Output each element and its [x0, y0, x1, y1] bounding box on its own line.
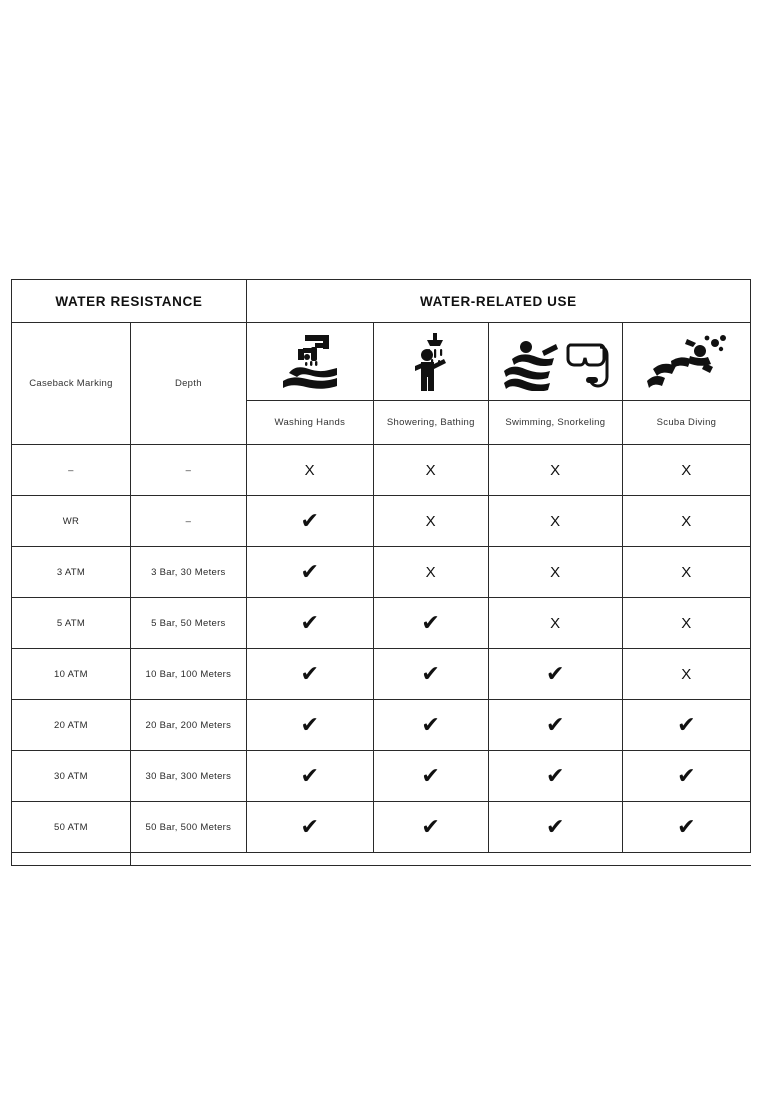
cell-marking: – [12, 445, 131, 496]
cell-showering [373, 802, 488, 853]
icon-cell-scuba [622, 323, 750, 401]
column-label-scuba: Scuba Diving [622, 401, 750, 445]
mark-cross: X [681, 461, 692, 479]
cell-swimming [488, 700, 622, 751]
cell-depth: 30 Bar, 300 Meters [130, 751, 246, 802]
cell-scuba [622, 700, 750, 751]
table-icon-row [12, 323, 751, 401]
mark-cross: X [681, 563, 692, 581]
cell-showering [373, 700, 488, 751]
cell-depth: 50 Bar, 500 Meters [130, 802, 246, 853]
cell-showering [373, 547, 488, 598]
cell-depth: – [130, 445, 246, 496]
cell-washing [246, 649, 373, 700]
cell-washing [246, 751, 373, 802]
column-label-showering: Showering, Bathing [373, 401, 488, 445]
mark-cross: X [681, 665, 692, 683]
mark-check: ✔ [545, 815, 565, 840]
mark-check: ✔ [300, 509, 320, 534]
mark-check: ✔ [300, 815, 320, 840]
header-water-resistance: WATER RESISTANCE [12, 280, 247, 323]
cell-marking: 50 ATM [12, 802, 131, 853]
mark-check: ✔ [300, 764, 320, 789]
mark-check: ✔ [677, 713, 696, 738]
shower-person-icon [374, 323, 488, 400]
cell-swimming [488, 649, 622, 700]
cell-showering [373, 649, 488, 700]
cell-scuba [622, 547, 750, 598]
icon-cell-washing-hands [246, 323, 373, 401]
cell-swimming [488, 496, 622, 547]
cell-scuba [622, 751, 750, 802]
table-header-row [12, 280, 751, 323]
mark-cross: X [681, 512, 692, 530]
table-row [12, 445, 751, 496]
cell-swimming [488, 598, 622, 649]
mark-check: ✔ [300, 611, 320, 636]
mark-check: ✔ [421, 611, 441, 636]
cell-showering [373, 496, 488, 547]
cell-depth: 20 Bar, 200 Meters [130, 700, 246, 751]
table-row [12, 496, 751, 547]
mark-cross: X [681, 614, 692, 632]
icon-cell-showering [373, 323, 488, 401]
mark-cross: X [304, 461, 315, 479]
mark-cross: X [425, 512, 436, 530]
cell-marking: 3 ATM [12, 547, 131, 598]
cell-marking: 30 ATM [12, 751, 131, 802]
cell-scuba [622, 496, 750, 547]
table-row [12, 751, 751, 802]
mark-cross: X [425, 461, 436, 479]
mark-check: ✔ [545, 764, 565, 789]
mark-check: ✔ [421, 815, 441, 840]
cell-depth: 10 Bar, 100 Meters [130, 649, 246, 700]
mark-check: ✔ [545, 662, 565, 687]
column-label-swimming: Swimming, Snorkeling [488, 401, 622, 445]
cell-washing [246, 598, 373, 649]
cell-showering [373, 445, 488, 496]
cell-scuba [622, 649, 750, 700]
cell-depth: – [130, 496, 246, 547]
water-resistance-table [11, 279, 751, 866]
cell-swimming [488, 547, 622, 598]
table-row [12, 649, 751, 700]
mark-cross: X [550, 512, 561, 530]
table-row [12, 802, 751, 853]
cell-washing [246, 700, 373, 751]
cell-showering [373, 751, 488, 802]
swimmer-snorkel-mask-icon [489, 323, 622, 400]
mark-cross: X [550, 563, 561, 581]
cell-marking: 5 ATM [12, 598, 131, 649]
cell-scuba [622, 802, 750, 853]
mark-check: ✔ [421, 662, 441, 687]
header-water-related-use: WATER-RELATED USE [246, 280, 750, 323]
mark-check: ✔ [300, 713, 320, 738]
cell-scuba [622, 445, 750, 496]
cell-showering [373, 598, 488, 649]
table-row [12, 547, 751, 598]
mark-check: ✔ [421, 764, 441, 789]
bottom-strip-right [130, 853, 750, 866]
mark-check: ✔ [300, 560, 320, 585]
cell-marking: 10 ATM [12, 649, 131, 700]
cell-washing [246, 496, 373, 547]
table-row [12, 700, 751, 751]
cell-swimming [488, 751, 622, 802]
cell-depth: 5 Bar, 50 Meters [130, 598, 246, 649]
mark-check: ✔ [421, 713, 441, 738]
column-label-washing-hands: Washing Hands [246, 401, 373, 445]
column-header-caseback-marking: Caseback Marking [12, 323, 131, 445]
table-bottom-strip [12, 853, 751, 866]
cell-scuba [622, 598, 750, 649]
cell-washing [246, 802, 373, 853]
table-row [12, 598, 751, 649]
cell-washing [246, 445, 373, 496]
cell-depth: 3 Bar, 30 Meters [130, 547, 246, 598]
cell-swimming [488, 445, 622, 496]
icon-cell-swimming [488, 323, 622, 401]
cell-washing [246, 547, 373, 598]
mark-check: ✔ [677, 815, 696, 840]
mark-check: ✔ [300, 662, 320, 687]
column-header-depth: Depth [130, 323, 246, 445]
water-resistance-chart [11, 279, 751, 866]
mark-check: ✔ [545, 713, 565, 738]
mark-cross: X [550, 614, 561, 632]
faucet-washing-hands-icon [247, 323, 373, 400]
cell-marking: WR [12, 496, 131, 547]
bottom-strip-left [12, 853, 131, 866]
mark-check: ✔ [677, 764, 696, 789]
mark-cross: X [425, 563, 436, 581]
cell-swimming [488, 802, 622, 853]
mark-cross: X [550, 461, 561, 479]
cell-marking: 20 ATM [12, 700, 131, 751]
scuba-diver-icon [623, 323, 750, 400]
